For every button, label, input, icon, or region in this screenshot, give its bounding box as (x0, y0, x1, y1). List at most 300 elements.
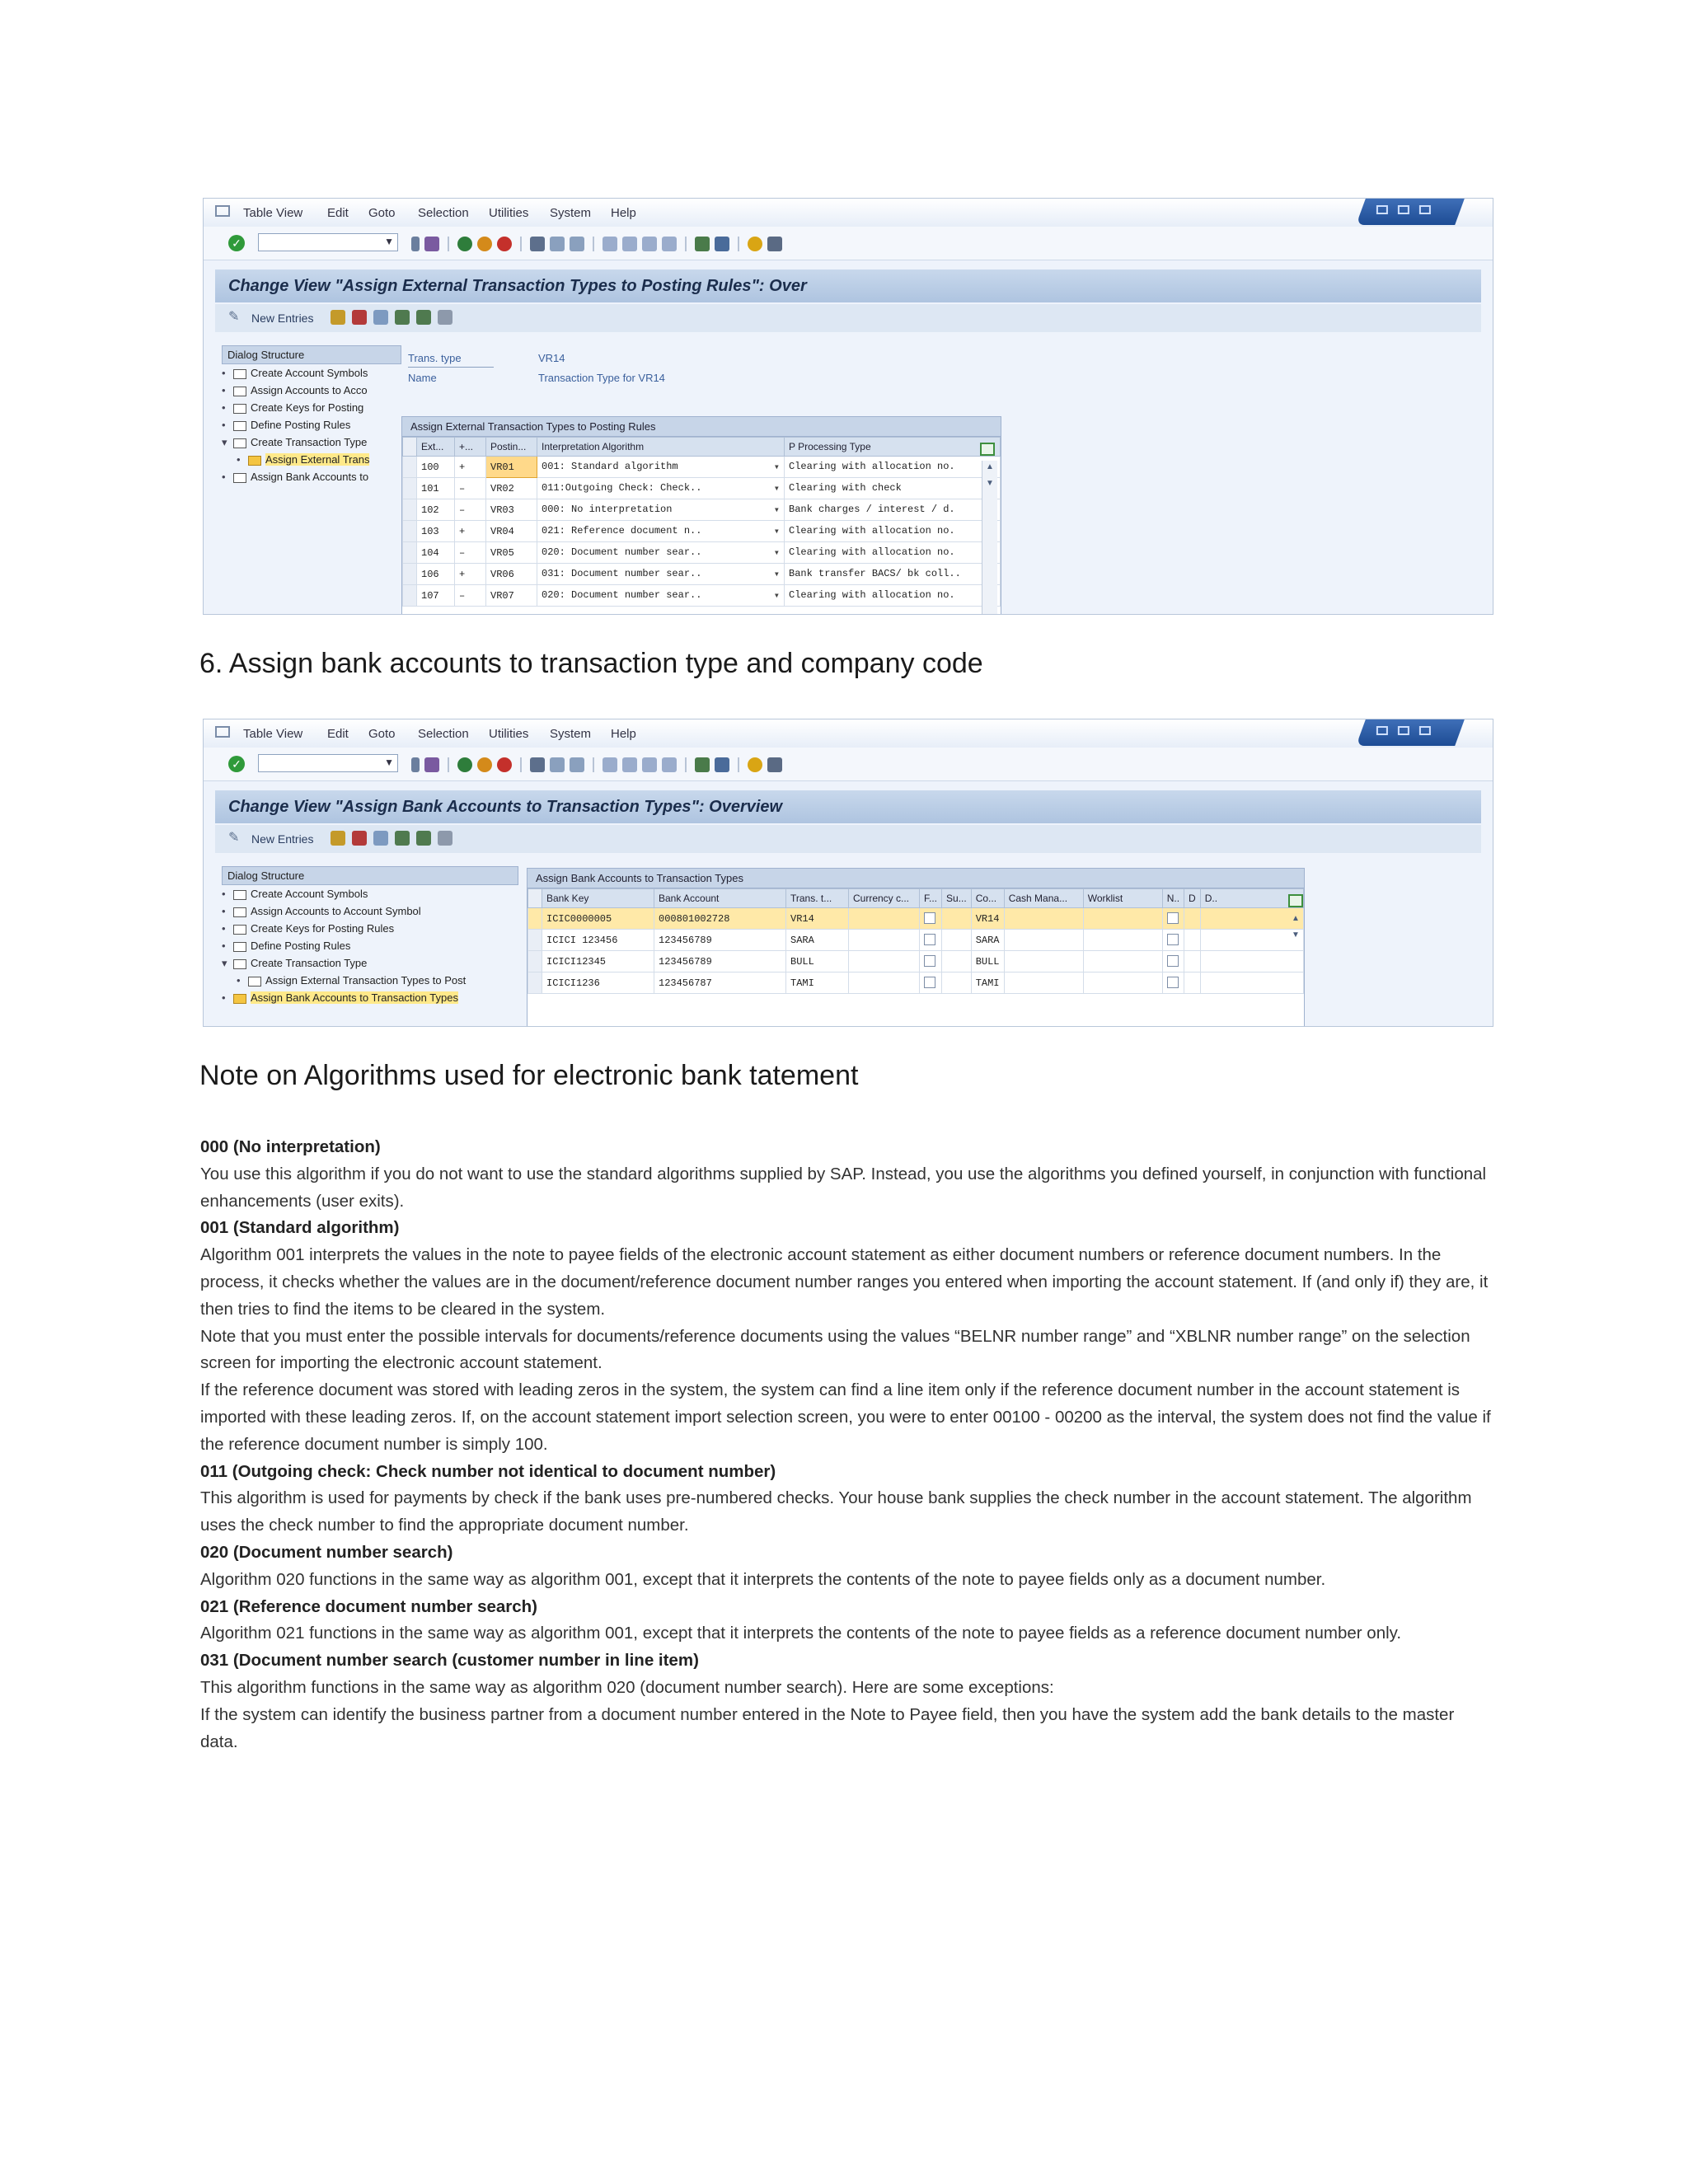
table-cell[interactable] (849, 972, 920, 994)
tree-node[interactable] (222, 468, 401, 485)
table-cell[interactable] (1200, 972, 1303, 994)
column-header[interactable]: D (1184, 889, 1201, 908)
vertical-scrollbar[interactable] (1288, 912, 1303, 962)
find-icon[interactable] (550, 237, 565, 251)
row-selector[interactable] (403, 521, 417, 542)
table-cell[interactable] (920, 930, 942, 951)
table-row[interactable] (403, 585, 1001, 607)
chevron-down-icon[interactable]: ▼ (384, 236, 394, 247)
menu-edit[interactable]: Edit (327, 206, 349, 220)
table-cell[interactable]: – (455, 585, 486, 607)
deselect-all-icon[interactable] (438, 831, 452, 846)
row-selector[interactable] (528, 951, 542, 972)
table-cell[interactable]: 011:Outgoing Check: Check.. ▾ (537, 478, 785, 499)
table-cell[interactable]: VR03 (486, 499, 537, 521)
column-header[interactable]: Cash Mana... (1004, 889, 1083, 908)
column-header[interactable]: Interpretation Algorithm (537, 438, 785, 457)
layout-icon[interactable] (767, 757, 782, 772)
algorithm-paragraph: Algorithm 001 interprets the values in the note to payee fields of the electronic account statement as either document numbers or reference document numbers. In the process, it checks whether the values are in the document/reference document number ranges you entered when importing the account statement. If (and only if) they are, it then tries to find the items to be cleared in the system. (200, 1245, 1489, 1319)
table-cell[interactable] (1162, 972, 1184, 994)
menu-goto[interactable]: Goto (368, 206, 396, 220)
table-cell[interactable]: – (455, 478, 486, 499)
table-cell[interactable]: 107 (417, 585, 455, 607)
tree-node-label[interactable]: Create Keys for Posting Rules (251, 922, 395, 935)
tree-bullet[interactable]: • (222, 401, 226, 414)
table-row[interactable] (403, 457, 1001, 478)
checkbox[interactable] (1167, 934, 1179, 945)
tree-node-label[interactable]: Assign Accounts to Account Symbol (251, 905, 421, 917)
name-row (408, 372, 665, 384)
table-cell[interactable]: VR05 (486, 542, 537, 564)
minimize-icon[interactable] (1376, 726, 1388, 735)
table-cell[interactable]: 000: No interpretation ▾ (537, 499, 785, 521)
table-cell[interactable] (942, 908, 972, 930)
next-page-icon[interactable] (642, 757, 657, 772)
tree-node-label[interactable]: Create Account Symbols (251, 367, 368, 379)
tree-node-label[interactable]: Create Transaction Type (251, 957, 368, 969)
row-selector[interactable] (403, 585, 417, 607)
table-cell[interactable]: 106 (417, 564, 455, 585)
folder-icon (233, 890, 246, 900)
table-cell[interactable] (920, 908, 942, 930)
app-toolbar-icons (331, 831, 452, 846)
table-cell[interactable]: Clearing with allocation no. ▾ (785, 542, 1001, 564)
row-selector[interactable] (403, 564, 417, 585)
column-header[interactable]: Worklist (1083, 889, 1162, 908)
row-selector[interactable] (528, 908, 542, 930)
tree-bullet[interactable]: ▾ (222, 436, 227, 448)
table-cell[interactable] (1083, 908, 1162, 930)
row-selector-header[interactable] (528, 889, 542, 908)
tree-bullet[interactable]: • (237, 974, 241, 987)
table-cell[interactable]: Clearing with allocation no. ▾ (785, 585, 1001, 607)
row-selector[interactable] (403, 457, 417, 478)
table-cell[interactable]: VR07 (486, 585, 537, 607)
table-cell[interactable]: ICICI1236 (542, 972, 654, 994)
tree-node-label[interactable]: Assign Bank Accounts to Transaction Types (251, 991, 458, 1004)
prev-page-icon[interactable] (622, 757, 637, 772)
toolbar-separator (738, 757, 739, 772)
menu-goto[interactable]: Goto (368, 727, 396, 741)
delete-icon[interactable] (352, 310, 367, 325)
checkbox[interactable] (1167, 955, 1179, 967)
algorithm-heading: 000 (No interpretation) (200, 1137, 381, 1156)
row-selector[interactable] (528, 930, 542, 951)
algorithm-notes (200, 1134, 1494, 1755)
tree-bullet[interactable]: • (222, 991, 226, 1004)
tree-node[interactable] (222, 920, 518, 937)
back-arrow-icon[interactable] (411, 237, 420, 251)
algorithm-paragraph: If the reference document was stored with leading zeros in the system, the system can find a line item only if the reference document number in the account statement is imported with these leading zeros. If, on the account statement import selection screen, you were to enter 00100 - 00200 as the interval, the system does not find the value if the reference document number is simply 100. (200, 1380, 1491, 1454)
dialog-structure-header: Dialog Structure (222, 345, 401, 364)
table-cell[interactable] (849, 951, 920, 972)
tree-node[interactable] (222, 885, 518, 902)
table-cell[interactable]: VR01 (486, 457, 537, 478)
section-heading-assign-bank-accounts: 6. Assign bank accounts to transaction type and company code (199, 648, 983, 679)
column-header[interactable]: D.. (1200, 889, 1303, 908)
scroll-down-icon[interactable]: ▼ (1292, 930, 1300, 940)
toolbar-separator (448, 237, 449, 251)
table-cell[interactable]: VR04 (486, 521, 537, 542)
new-entries-button[interactable]: New Entries (251, 832, 314, 846)
column-header[interactable]: Su... (942, 889, 972, 908)
table-cell[interactable]: 020: Document number sear.. ▾ (537, 585, 785, 607)
toolbar-separator (685, 757, 687, 772)
tree-node[interactable] (222, 364, 401, 382)
field-underline (408, 367, 494, 368)
sap-screenshot-posting-rules (203, 198, 1493, 615)
menu-system[interactable]: System (550, 727, 592, 741)
standard-toolbar (204, 748, 1493, 781)
name-label: Name (408, 372, 437, 384)
checkbox[interactable] (1167, 977, 1179, 988)
row-selector[interactable] (528, 972, 542, 994)
table-cell[interactable]: + (455, 564, 486, 585)
column-header[interactable]: Co... (971, 889, 1004, 908)
last-page-icon[interactable] (662, 757, 677, 772)
table-cell[interactable] (1083, 951, 1162, 972)
row-selector-header[interactable] (403, 438, 417, 457)
column-header[interactable]: Postin... (486, 438, 537, 457)
select-all-icon[interactable] (395, 831, 410, 846)
maximize-icon[interactable] (1398, 205, 1409, 214)
table-title: Assign Bank Accounts to Transaction Types (528, 869, 1304, 888)
table-cell[interactable]: Clearing with allocation no. ▾ (785, 521, 1001, 542)
table-cell[interactable] (1083, 972, 1162, 994)
table-cell[interactable]: SARA (971, 930, 1004, 951)
table-row[interactable] (403, 521, 1001, 542)
table-cell[interactable] (942, 972, 972, 994)
table-cell[interactable]: 100 (417, 457, 455, 478)
menu-system[interactable]: System (550, 206, 592, 220)
tree-bullet[interactable]: ▾ (222, 957, 227, 969)
new-session-icon[interactable] (695, 237, 710, 251)
table-cell[interactable]: 103 (417, 521, 455, 542)
table-cell[interactable] (1184, 930, 1201, 951)
table-cell[interactable]: Bank charges / interest / d. ▾ (785, 499, 1001, 521)
table-cell[interactable]: 123456789 (654, 951, 786, 972)
menu-selection[interactable]: Selection (418, 727, 469, 741)
menu-bar (204, 719, 1493, 748)
tree-bullet[interactable]: • (222, 367, 226, 379)
chevron-down-icon[interactable]: ▼ (384, 757, 394, 768)
algorithm-heading: 020 (Document number search) (200, 1542, 453, 1562)
table-cell[interactable]: 102 (417, 499, 455, 521)
algorithm-heading: 011 (Outgoing check: Check number not identical to document number) (200, 1461, 776, 1481)
menu-utilities[interactable]: Utilities (489, 206, 529, 220)
row-selector[interactable] (403, 542, 417, 564)
checkbox[interactable] (924, 977, 935, 988)
undo-change-icon[interactable] (373, 310, 388, 325)
table-cell[interactable]: – (455, 542, 486, 564)
new-entries-icon[interactable]: ✎ (228, 310, 240, 324)
table-cell[interactable] (1162, 930, 1184, 951)
tree-bullet[interactable]: • (222, 888, 226, 900)
table-cell[interactable]: + (455, 521, 486, 542)
table-cell[interactable]: VR02 (486, 478, 537, 499)
column-header[interactable]: F... (920, 889, 942, 908)
table-cell[interactable]: – (455, 499, 486, 521)
table-cell[interactable]: Clearing with allocation no. ▾ (785, 457, 1001, 478)
dialog-structure-header: Dialog Structure (222, 866, 518, 885)
toolbar-separator (593, 237, 594, 251)
table-cell[interactable] (849, 930, 920, 951)
algorithm-heading: 021 (Reference document number search) (200, 1596, 537, 1616)
window-menu-icon[interactable] (215, 205, 230, 217)
table-cell[interactable]: 123456789 (654, 930, 786, 951)
command-field[interactable] (258, 233, 398, 251)
table-cell[interactable] (1184, 908, 1201, 930)
back-arrow-icon[interactable] (411, 757, 420, 772)
table-cell[interactable]: BULL (971, 951, 1004, 972)
column-header[interactable]: N.. (1162, 889, 1184, 908)
menu-help[interactable]: Help (611, 206, 636, 220)
last-page-icon[interactable] (662, 237, 677, 251)
back-icon[interactable] (457, 237, 472, 251)
table-row[interactable] (403, 499, 1001, 521)
tree-bullet[interactable]: • (222, 419, 226, 431)
trans-type-value: VR14 (538, 352, 565, 364)
table-cell[interactable] (1162, 951, 1184, 972)
save-icon[interactable] (424, 757, 439, 772)
tree-node[interactable] (222, 954, 518, 972)
table-cell[interactable]: 031: Document number sear.. ▾ (537, 564, 785, 585)
new-entries-icon[interactable]: ✎ (228, 831, 240, 845)
menu-help[interactable]: Help (611, 727, 636, 741)
tree-bullet[interactable]: • (222, 471, 226, 483)
help-icon[interactable] (748, 757, 762, 772)
tree-node-label[interactable]: Assign Accounts to Acco (251, 384, 368, 396)
tree-node-label[interactable]: Define Posting Rules (251, 419, 351, 431)
tree-node[interactable] (222, 902, 518, 920)
tree-bullet[interactable]: • (237, 453, 241, 466)
table-cell[interactable]: VR06 (486, 564, 537, 585)
enter-icon[interactable]: ✓ (228, 235, 245, 251)
dialog-structure-tree (222, 345, 401, 485)
table-row[interactable] (403, 478, 1001, 499)
first-page-icon[interactable] (603, 237, 617, 251)
delete-icon[interactable] (352, 831, 367, 846)
checkbox[interactable] (924, 955, 935, 967)
app-toolbar-icons (331, 310, 452, 325)
column-header[interactable]: Ext... (417, 438, 455, 457)
table-cell[interactable] (942, 951, 972, 972)
column-header[interactable]: +... (455, 438, 486, 457)
row-selector[interactable] (403, 478, 417, 499)
column-header[interactable]: P Processing Type (785, 438, 1001, 457)
table-cell[interactable] (1004, 951, 1083, 972)
find-next-icon[interactable] (570, 757, 584, 772)
tree-node-label[interactable]: Define Posting Rules (251, 940, 351, 952)
enter-icon[interactable]: ✓ (228, 756, 245, 772)
back-icon[interactable] (457, 757, 472, 772)
menu-edit[interactable]: Edit (327, 727, 349, 741)
table-cell[interactable] (1004, 908, 1083, 930)
column-header[interactable]: Currency c... (849, 889, 920, 908)
folder-icon (233, 942, 246, 952)
table-cell[interactable]: 123456787 (654, 972, 786, 994)
application-toolbar (215, 825, 1481, 853)
folder-icon (233, 404, 246, 414)
table-cell[interactable]: VR14 (971, 908, 1004, 930)
menu-table-view[interactable]: Table View (243, 727, 303, 741)
application-toolbar (215, 304, 1481, 332)
select-block-icon[interactable] (416, 831, 431, 846)
copy-as-icon[interactable] (331, 310, 345, 325)
table-cell[interactable] (1162, 908, 1184, 930)
folder-icon (233, 369, 246, 379)
exit-icon[interactable] (477, 237, 492, 251)
shortcut-icon[interactable] (715, 757, 729, 772)
layout-icon[interactable] (767, 237, 782, 251)
table-cell[interactable]: ICICI 123456 (542, 930, 654, 951)
tree-node[interactable] (222, 451, 401, 468)
maximize-icon[interactable] (1398, 726, 1409, 735)
menu-utilities[interactable]: Utilities (489, 727, 529, 741)
tree-node[interactable] (222, 416, 401, 434)
table-cell[interactable]: 000801002728 (654, 908, 786, 930)
algorithm-paragraph: Note that you must enter the possible intervals for documents/reference documents using the values “BELNR number range” and “XBLNR number range” on the selection screen for importing the electronic account statement. (200, 1326, 1470, 1373)
checkbox[interactable] (924, 934, 935, 945)
folder-icon (233, 959, 246, 969)
tree-bullet[interactable]: • (222, 905, 226, 917)
save-icon[interactable] (424, 237, 439, 251)
table-cell[interactable]: VR14 (786, 908, 849, 930)
scroll-up-icon[interactable]: ▲ (1292, 914, 1300, 923)
new-session-icon[interactable] (695, 757, 710, 772)
shortcut-icon[interactable] (715, 237, 729, 251)
table-cell[interactable]: TAMI (786, 972, 849, 994)
tree-bullet[interactable]: • (222, 922, 226, 935)
menu-table-view[interactable]: Table View (243, 206, 303, 220)
table-cell[interactable] (920, 951, 942, 972)
algorithm-paragraph: If the system can identify the business partner from a document number entered in the Note to Payee field, then you have the system add the bank details to the master data. (200, 1704, 1455, 1751)
table-cell[interactable]: Bank transfer BACS/ bk coll.. ▾ (785, 564, 1001, 585)
table-cell[interactable]: 001: Standard algorithm ▾ (537, 457, 785, 478)
window-controls (1356, 719, 1465, 746)
tree-node[interactable] (222, 382, 401, 399)
scroll-up-icon[interactable]: ▲ (986, 462, 994, 471)
trans-type-row (408, 352, 565, 364)
table-cell[interactable]: TAMI (971, 972, 1004, 994)
table-cell[interactable]: BULL (786, 951, 849, 972)
next-page-icon[interactable] (642, 237, 657, 251)
vertical-scrollbar[interactable] (982, 461, 997, 615)
table-cell[interactable]: + (455, 457, 486, 478)
copy-as-icon[interactable] (331, 831, 345, 846)
find-icon[interactable] (550, 757, 565, 772)
table-cell[interactable] (849, 908, 920, 930)
first-page-icon[interactable] (603, 757, 617, 772)
menu-selection[interactable]: Selection (418, 206, 469, 220)
algorithm-heading: 001 (Standard algorithm) (200, 1218, 400, 1238)
deselect-all-icon[interactable] (438, 310, 452, 325)
column-header[interactable]: Bank Key (542, 889, 654, 908)
folder-icon (233, 438, 246, 448)
tree-node[interactable] (222, 399, 401, 416)
tree-node-label[interactable]: Assign Bank Accounts to (251, 471, 369, 483)
table-cell[interactable] (1083, 930, 1162, 951)
undo-change-icon[interactable] (373, 831, 388, 846)
table-cell[interactable]: ICICI12345 (542, 951, 654, 972)
table-row[interactable] (528, 908, 1304, 930)
print-icon[interactable] (530, 757, 545, 772)
table-cell[interactable]: 020: Document number sear.. ▾ (537, 542, 785, 564)
table-row[interactable] (528, 951, 1304, 972)
table-cell[interactable] (1004, 930, 1083, 951)
tree-node-label[interactable]: Assign External Trans (265, 453, 370, 466)
checkbox[interactable] (924, 912, 935, 924)
close-icon[interactable] (1419, 205, 1431, 214)
cancel-icon[interactable] (497, 757, 512, 772)
tree-bullet[interactable]: • (222, 940, 226, 952)
column-header[interactable]: Bank Account (654, 889, 786, 908)
algorithm-paragraph: This algorithm functions in the same way as algorithm 020 (document number search). Here are some exceptions: (200, 1677, 1054, 1697)
select-block-icon[interactable] (416, 310, 431, 325)
table-cell[interactable] (942, 930, 972, 951)
tree-node[interactable] (222, 434, 401, 451)
find-next-icon[interactable] (570, 237, 584, 251)
tree-node-label[interactable]: Create Transaction Type (251, 436, 368, 448)
folder-icon (248, 977, 261, 987)
prev-page-icon[interactable] (622, 237, 637, 251)
table-cell[interactable] (1184, 951, 1201, 972)
table-cell[interactable]: SARA (786, 930, 849, 951)
table-cell[interactable]: 021: Reference document n.. ▾ (537, 521, 785, 542)
cancel-icon[interactable] (497, 237, 512, 251)
table-settings-icon[interactable] (980, 443, 995, 456)
print-icon[interactable] (530, 237, 545, 251)
tree-node-label[interactable]: Create Account Symbols (251, 888, 368, 900)
table-cell[interactable] (920, 972, 942, 994)
checkbox[interactable] (1167, 912, 1179, 924)
table-row[interactable] (403, 564, 1001, 585)
scroll-down-icon[interactable]: ▼ (986, 479, 994, 488)
folder-icon (233, 473, 246, 483)
table-cell[interactable] (1184, 972, 1201, 994)
table-cell[interactable]: Clearing with check ▾ (785, 478, 1001, 499)
folder-icon (248, 456, 261, 466)
tree-bullet[interactable]: • (222, 384, 226, 396)
toolbar-separator (520, 757, 522, 772)
toolbar-separator (448, 757, 449, 772)
tree-node[interactable] (222, 937, 518, 954)
tree-node-label[interactable]: Create Keys for Posting (251, 401, 364, 414)
table-cell[interactable]: ICIC0000005 (542, 908, 654, 930)
table-settings-icon[interactable] (1288, 894, 1303, 907)
command-field[interactable] (258, 754, 398, 772)
table-row[interactable] (528, 930, 1304, 951)
table-cell[interactable]: 101 (417, 478, 455, 499)
table-cell[interactable]: 104 (417, 542, 455, 564)
tree-node[interactable] (222, 989, 518, 1006)
tree-node-label[interactable]: Assign External Transaction Types to Post (265, 974, 467, 987)
table-row[interactable] (403, 542, 1001, 564)
close-icon[interactable] (1419, 726, 1431, 735)
window-menu-icon[interactable] (215, 726, 230, 738)
table-cell[interactable] (1004, 972, 1083, 994)
select-all-icon[interactable] (395, 310, 410, 325)
minimize-icon[interactable] (1376, 205, 1388, 214)
help-icon[interactable] (748, 237, 762, 251)
column-header[interactable]: Trans. t... (786, 889, 849, 908)
tree-node[interactable] (222, 972, 518, 989)
row-selector[interactable] (403, 499, 417, 521)
table-row[interactable] (528, 972, 1304, 994)
new-entries-button[interactable]: New Entries (251, 312, 314, 325)
toolbar-separator (685, 237, 687, 251)
exit-icon[interactable] (477, 757, 492, 772)
